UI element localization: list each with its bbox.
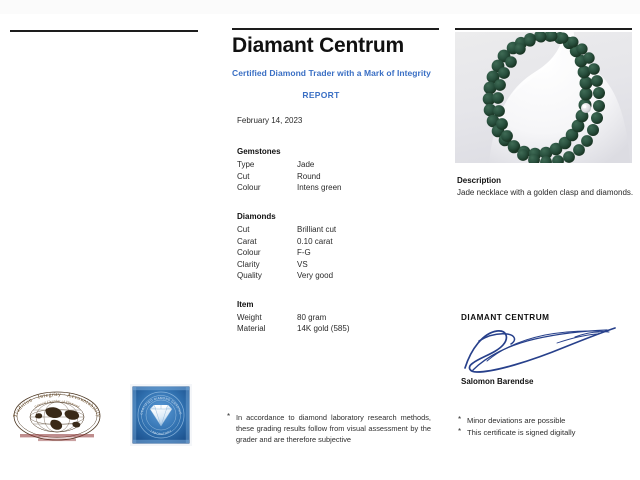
spec-value: Brilliant cut: [297, 224, 337, 234]
footnote-item: [458, 427, 638, 439]
spec-row: [237, 182, 442, 194]
description-text: Jade necklace with a golden clasp and diamonds.: [457, 188, 634, 197]
spec-row: [237, 270, 442, 282]
certificate-main-column: [232, 34, 442, 335]
spec-row: [237, 236, 442, 248]
spec-row: [237, 312, 442, 324]
section-heading: Item: [237, 299, 254, 309]
footnote-text: In accordance to diamond laboratory research methods, these grading results follow from visual assessment by the grader and are therefore subjective: [236, 413, 431, 444]
spec-label: Cut: [237, 171, 250, 181]
section-heading: Diamonds: [237, 211, 276, 221]
spec-label: Material: [237, 324, 266, 334]
report-label: REPORT: [302, 90, 340, 101]
spec-label: Quality: [237, 271, 262, 281]
globe-seal-icon: [8, 389, 106, 443]
spec-value: Jade: [297, 160, 315, 170]
jade-necklace-photo: [455, 32, 632, 163]
footnote-text: This certificate is signed digitally: [467, 428, 576, 437]
handwritten-signature-icon: [457, 323, 636, 377]
svg-text:LABORATORY: LABORATORY: [149, 428, 173, 437]
issue-date: February 14, 2023: [237, 116, 303, 126]
spec-value: F-G: [297, 248, 311, 258]
spec-value: 14K gold (585): [297, 324, 350, 334]
signature-company-name: DIAMANT CENTRUM: [461, 313, 550, 322]
spec-value: VS: [297, 259, 308, 269]
spec-row: [237, 323, 442, 335]
spec-row: [237, 224, 442, 236]
spec-row: [237, 247, 442, 259]
page-title: Diamant Centrum: [232, 34, 405, 57]
tagline: Certified Diamond Trader with a Mark of Integrity: [232, 68, 431, 79]
spec-value: 80 gram: [297, 312, 327, 322]
description-block: [457, 176, 637, 198]
header-rule-left: [10, 30, 198, 32]
spec-label: Clarity: [237, 259, 260, 269]
spec-value: Round: [297, 171, 321, 181]
spec-section-diamonds: [237, 212, 442, 282]
description-heading: Description: [457, 176, 502, 185]
spec-value: Intens green: [297, 183, 342, 193]
spec-label: Colour: [237, 248, 261, 258]
spec-row: [237, 171, 442, 183]
section-heading: Gemstones: [237, 147, 281, 157]
footnote-bullet: *: [458, 415, 462, 424]
diamond-laboratory-seal-icon: [130, 384, 192, 450]
footnote-bullet: *: [227, 412, 231, 421]
footnote-text: Minor deviations are possible: [467, 416, 566, 425]
svg-text:General Chamber of Diamond: General Chamber of Diamond: [33, 399, 81, 409]
spec-section-gemstones: [237, 147, 442, 194]
header-rule-center: [232, 28, 439, 30]
footnote-list-right: [458, 415, 638, 439]
spec-label: Weight: [237, 312, 262, 322]
spec-value: Very good: [297, 271, 334, 281]
spec-row: [237, 159, 442, 171]
spec-label: Colour: [237, 183, 261, 193]
spec-value: 0.10 carat: [297, 236, 333, 246]
signature-block: [461, 313, 636, 386]
spec-label: Cut: [237, 224, 250, 234]
spec-label: Carat: [237, 236, 257, 246]
signatory-name: Salomon Barendse: [461, 377, 534, 386]
footnote-bullet: *: [458, 427, 462, 436]
spec-label: Type: [237, 160, 255, 170]
footnote-grading-disclaimer: [227, 412, 431, 445]
header-rule-right: [455, 28, 632, 30]
viewport-top-band: [0, 0, 640, 15]
spec-row: [237, 259, 442, 271]
svg-text:CERTIFIED DIAMOND GRADING: CERTIFIED DIAMOND GRADING: [139, 395, 183, 416]
footnote-item: [458, 415, 638, 427]
svg-text:Tradition · Integrity · Accoun: Tradition · Integrity · Accountability: [12, 392, 102, 419]
spec-section-item: [237, 300, 442, 335]
